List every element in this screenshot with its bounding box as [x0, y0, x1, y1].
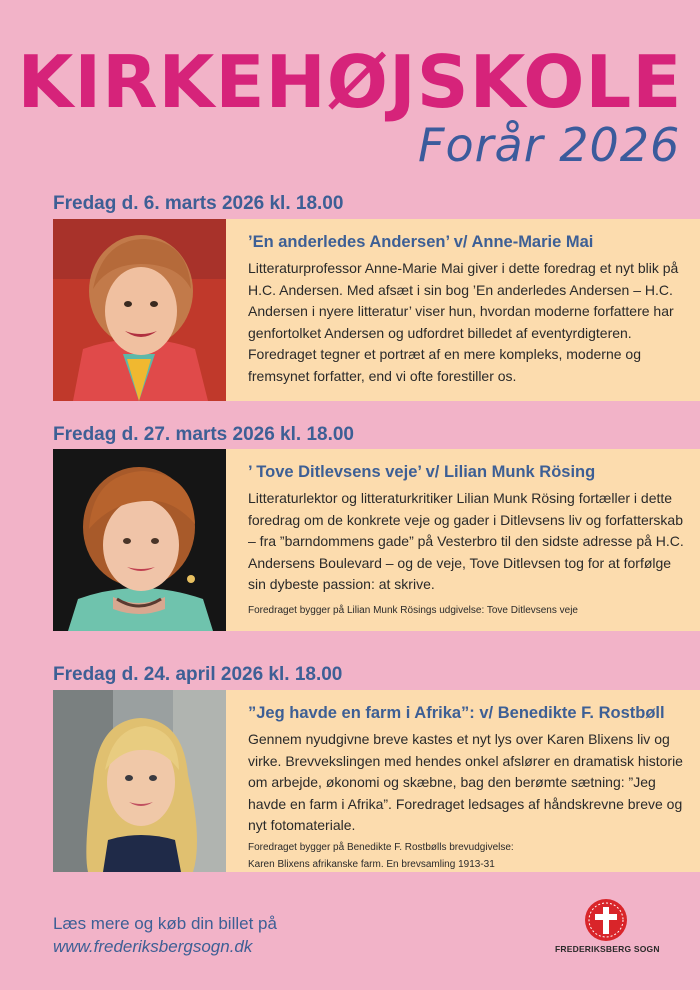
footer-text: Læs mere og køb din billet på: [53, 914, 277, 933]
event-2-portrait-photo: [53, 449, 226, 631]
event-1-date: Fredag d. 6. marts 2026 kl. 18.00: [53, 193, 344, 214]
event-3-note-line-1: Foredraget bygger på Benedikte F. Rostbølls brevudgivelse:: [248, 841, 514, 853]
logo-text: FREDERIKSBERG SOGN: [555, 944, 660, 954]
frederiksberg-sogn-logo: [555, 898, 660, 954]
event-2-date: Fredag d. 27. marts 2026 kl. 18.00: [53, 424, 355, 445]
event-3-description: Gennem nyudgivne breve kastes et nyt lys over Karen Blixens liv og virke. Brevvekslingen med hendes onkel afslører en dramatisk historie om arbejde, økonomi og skæbne, bag den berømte sætning: ”Jeg havde en farm i Afrika”. Foredraget ledsages af håndskrevne breve og nyt fotomateriale.: [248, 731, 683, 833]
event-2-note: [248, 602, 686, 619]
event-3-panel: [53, 690, 700, 872]
event-2-panel: [53, 449, 700, 631]
footer: [53, 912, 277, 958]
event-3-note-line-2: Karen Blixens afrikanske farm. En brevsamling 1913-31: [248, 858, 495, 870]
event-1-title: ’En anderledes Andersen’ v/ Anne-Marie Mai: [248, 233, 594, 251]
event-3-note: [248, 839, 686, 873]
page-subtitle: Forår 2026: [418, 118, 681, 172]
cross-seal-icon: [584, 898, 628, 942]
event-1-panel: [53, 219, 700, 401]
footer-website-link[interactable]: www.frederiksbergsogn.dk: [53, 937, 253, 956]
event-3-title: ”Jeg havde en farm i Afrika”: v/ Benedikte F. Rostbøll: [248, 704, 665, 722]
event-2-description: Litteraturlektor og litteraturkritiker Lilian Munk Rösing fortæller i dette foredrag om de konkrete veje og gader i Ditlevsens liv og forfatterskab – fra ”barndommens gade” på Vesterbro til den sidste adresse på H.C. Andersens Boulevard – og de veje, Tove Ditlevsen tog for at forfølge sin dybeste passion: at skrive.: [248, 490, 684, 592]
event-3-portrait-photo: [53, 690, 226, 872]
event-3-date: Fredag d. 24. april 2026 kl. 18.00: [53, 664, 343, 685]
page-title: KIRKEHØJSKOLE: [17, 40, 683, 124]
event-1-description: Litteraturprofessor Anne-Marie Mai giver i dette foredrag et nyt blik på H.C. Andersen. Med afsæt i sin bog ’En anderledes Andersen – H.C. Andersen i nyere litteratur’ viser hun, hvordan moderne forfattere har genfortolket Andersen og udfordret billedet af eventyrdigteren. Foredraget tegner et portræt af en mere kompleks, moderne og fremsynet forfatter, end vi ofte forestiller os.: [248, 260, 679, 384]
event-1-portrait-photo: [53, 219, 226, 401]
event-2-title: ’ Tove Ditlevsens veje’ v/ Lilian Munk Rösing: [248, 463, 596, 481]
event-2-note-line-1: Foredraget bygger på Lilian Munk Rösings udgivelse: Tove Ditlevsens veje: [248, 604, 578, 616]
